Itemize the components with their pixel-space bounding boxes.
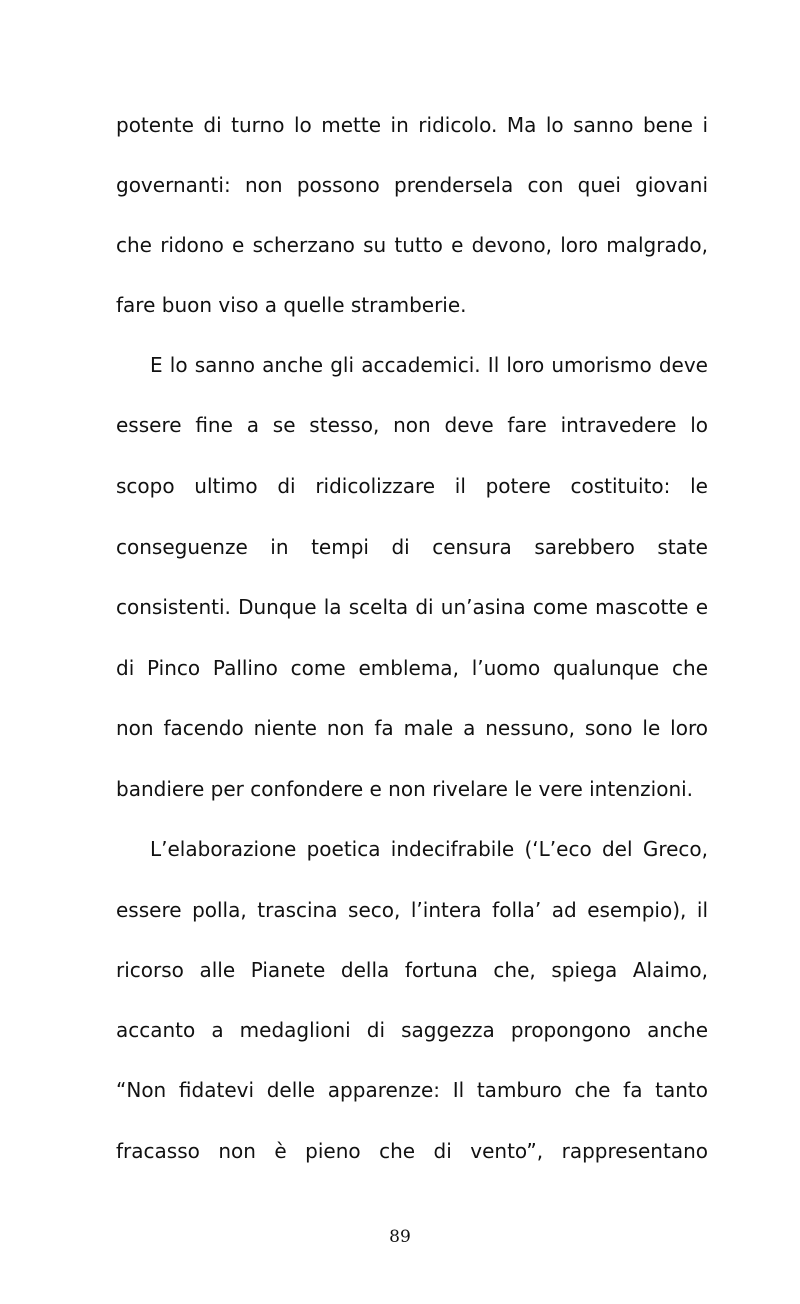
text-line: fracasso non è pieno che di vento”, rappresentano (116, 1139, 708, 1163)
text-line: governanti: non possono prendersela con quei giovani (116, 173, 708, 197)
text-line: consistenti. Dunque la scelta di un’asina come mascotte e (116, 595, 708, 619)
text-line: che ridono e scherzano su tutto e devono, loro malgrado, (116, 233, 708, 257)
page-number: 89 (389, 1227, 411, 1247)
text-line: essere fine a se stesso, non deve fare intravedere lo (116, 413, 708, 437)
text-line: ricorso alle Pianete della fortuna che, spiega Alaimo, (116, 958, 708, 982)
text-line: L’elaborazione poetica indecifrabile (‘L’eco del Greco, (150, 837, 708, 861)
text-line: potente di turno lo mette in ridicolo. Ma lo sanno bene i (116, 113, 708, 137)
text-line: “Non fidatevi delle apparenze: Il tamburo che fa tanto (116, 1078, 708, 1102)
text-line: fare buon viso a quelle stramberie. (116, 293, 467, 317)
text-line: essere polla, trascina seco, l’intera folla’ ad esempio), il (116, 898, 708, 922)
text-line: non facendo niente non fa male a nessuno, sono le loro (116, 716, 708, 740)
text-line: di Pinco Pallino come emblema, l’uomo qualunque che (116, 656, 708, 680)
text-line: scopo ultimo di ridicolizzare il potere costituito: le (116, 474, 708, 498)
text-line: E lo sanno anche gli accademici. Il loro umorismo deve (150, 353, 708, 377)
text-line: conseguenze in tempi di censura sarebbero state (116, 535, 708, 559)
text-line: accanto a medaglioni di saggezza propongono anche (116, 1018, 708, 1042)
text-line: bandiere per confondere e non rivelare le vere intenzioni. (116, 777, 694, 801)
